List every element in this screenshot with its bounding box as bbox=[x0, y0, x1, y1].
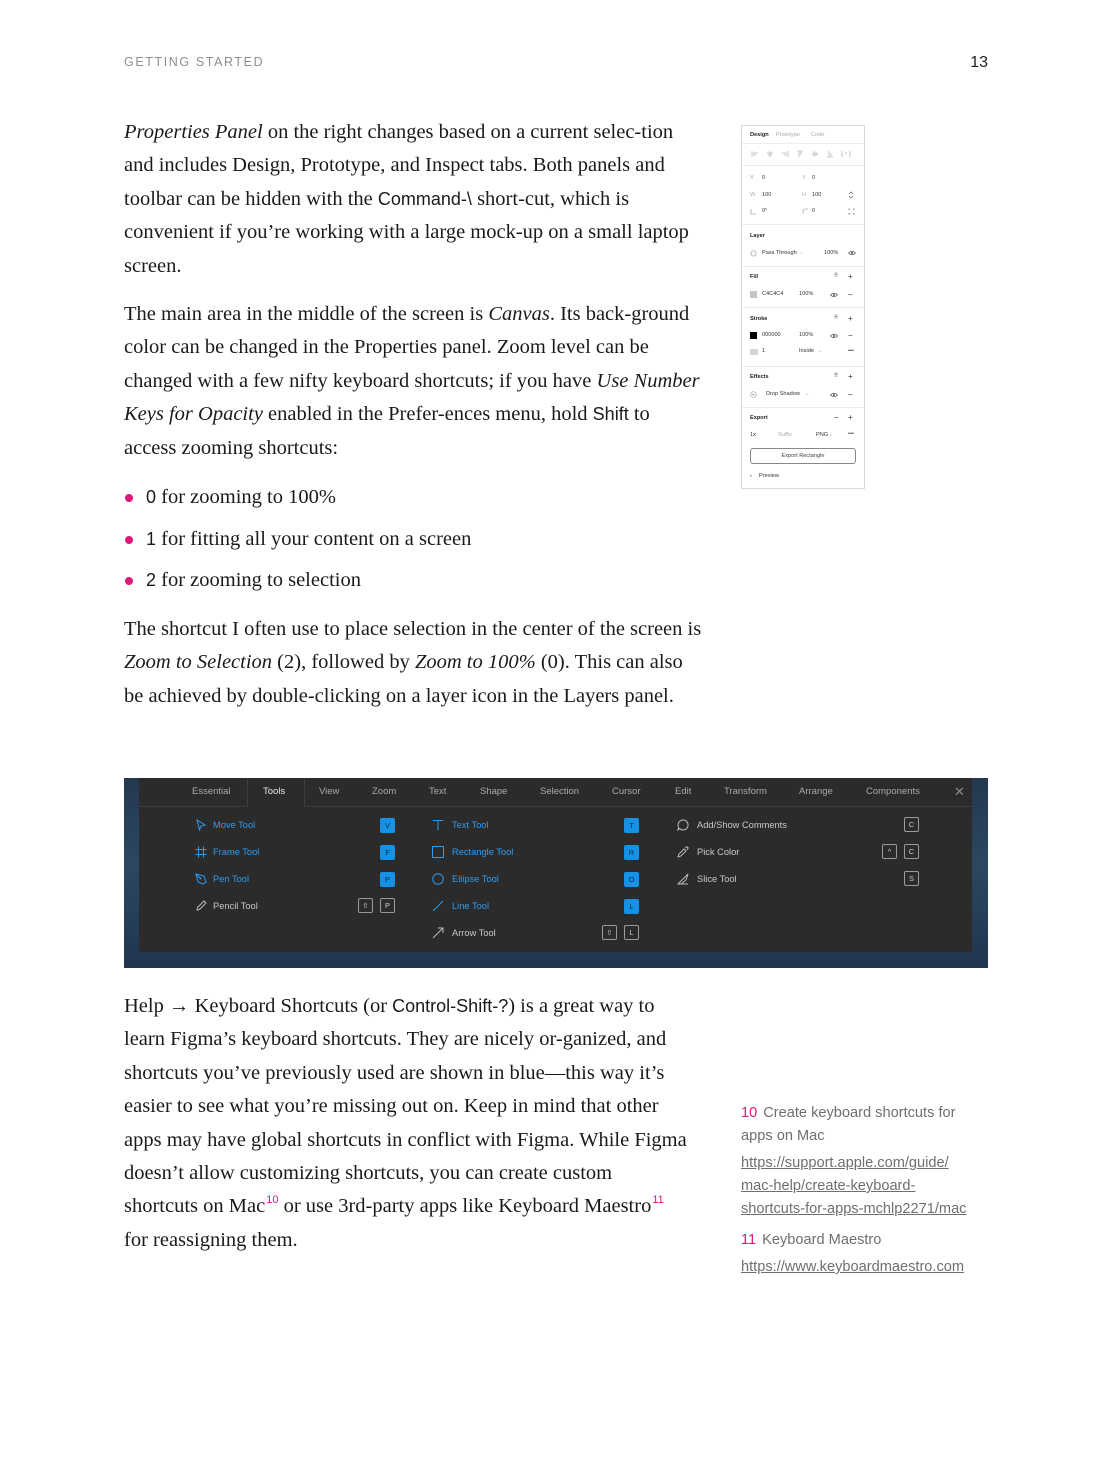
running-header: GETTING STARTED bbox=[124, 55, 265, 69]
independent-corners-icon[interactable] bbox=[848, 208, 855, 215]
rectangle-icon bbox=[432, 846, 444, 858]
term-canvas: Canvas bbox=[488, 303, 550, 325]
shortcut-key: P bbox=[380, 898, 395, 913]
corner-radius-icon bbox=[802, 208, 809, 215]
shortcut-label: Text Tool bbox=[452, 820, 489, 830]
ellipse-icon bbox=[432, 873, 444, 885]
shortcut-label: Ellipse Tool bbox=[452, 874, 499, 884]
stroke-section-title: Stroke bbox=[750, 316, 768, 322]
shortcut-key: V bbox=[380, 818, 395, 833]
term-use-number-keys: Use Number Keys for Opacity bbox=[124, 369, 700, 426]
shortcut-key: C bbox=[904, 817, 919, 832]
list-item bbox=[124, 523, 704, 565]
tab-transform[interactable]: Transform bbox=[724, 786, 767, 797]
x-label: X bbox=[750, 175, 754, 181]
shortcut-label: Add/Show Comments bbox=[697, 820, 787, 830]
tab-arrange[interactable]: Arrange bbox=[799, 786, 833, 797]
sidenote-title-text: Create keyboard shortcuts for apps on Mac bbox=[741, 1105, 956, 1144]
paragraph-keyboard-shortcuts bbox=[124, 990, 689, 1257]
paragraph-canvas bbox=[124, 298, 704, 465]
shortcut-control-shift-question: Control-Shift-? bbox=[392, 996, 509, 1016]
remove-effect-icon[interactable]: − bbox=[848, 390, 853, 399]
shortcut-key: L bbox=[624, 899, 639, 914]
sidenote-title bbox=[741, 1102, 991, 1148]
stroke-weight[interactable]: 1 bbox=[762, 348, 766, 354]
tab-view[interactable]: View bbox=[319, 786, 340, 797]
term-properties-panel: Properties Panel bbox=[124, 121, 263, 143]
properties-panel-screenshot bbox=[741, 125, 865, 489]
chevron-down-icon: ⌄ bbox=[799, 250, 804, 256]
h-label: H bbox=[802, 192, 807, 198]
effect-settings-icon[interactable] bbox=[750, 391, 757, 398]
paragraph-text: (0). This can also be achieved by double-clicking on a layer icon in the Layers panel. bbox=[124, 651, 683, 707]
shortcut-key: ⇧ bbox=[358, 898, 373, 913]
stroke-opacity[interactable]: 100% bbox=[799, 332, 814, 338]
paragraph-zoom-selection bbox=[124, 613, 704, 713]
chevron-down-icon: ⌄ bbox=[828, 432, 833, 438]
line-icon bbox=[432, 900, 444, 912]
eye-icon[interactable] bbox=[830, 292, 838, 298]
tab-cursor[interactable]: Cursor bbox=[612, 786, 641, 797]
fill-section-title: Fill bbox=[750, 274, 759, 280]
link-line[interactable]: https://www.keyboardmaestro.com bbox=[741, 1259, 965, 1275]
chevron-down-icon: ⌄ bbox=[818, 348, 823, 354]
blend-mode-select[interactable]: Pass Through bbox=[762, 250, 797, 256]
paragraph-properties-panel bbox=[124, 116, 704, 283]
shortcut-tabs bbox=[139, 778, 972, 807]
style-grid-icon[interactable]: ⠿ bbox=[834, 373, 839, 379]
triangle-right-icon[interactable]: ▸ bbox=[750, 473, 753, 479]
tab-zoom[interactable]: Zoom bbox=[372, 786, 397, 797]
sidenote-number: 11 bbox=[741, 1232, 757, 1248]
shortcut-label: Frame Tool bbox=[213, 847, 260, 857]
paragraph-text: on the right changes based on a current selec-tion and includes Design, Prototype, and Inspect tabs. Both panels and toolbar can be hidden with the bbox=[124, 121, 674, 210]
paragraph-text: short-cut, which is convenient if you’re working with a large mock-up on a small laptop screen. bbox=[124, 187, 689, 277]
remove-export-icon[interactable]: − bbox=[834, 413, 839, 422]
shortcut-command-backslash: Command-\ bbox=[377, 188, 472, 209]
style-grid-icon[interactable]: ⠿ bbox=[834, 273, 839, 279]
stroke-swatch[interactable] bbox=[750, 332, 757, 339]
stroke-weight-icon bbox=[750, 349, 758, 355]
footnote-ref-11[interactable]: 11 bbox=[652, 1194, 664, 1207]
list-item-text: for fitting all your content on a screen bbox=[156, 527, 472, 550]
shortcut-label: Pick Color bbox=[697, 847, 740, 857]
effect-type-select[interactable]: Drop Shadow bbox=[766, 391, 800, 397]
fill-swatch[interactable] bbox=[750, 291, 757, 298]
shortcut-key: O bbox=[624, 872, 639, 887]
shortcut-key: 0 bbox=[146, 487, 157, 507]
term-zoom-to-selection: Zoom to Selection bbox=[124, 651, 273, 674]
list-item bbox=[124, 481, 704, 523]
shortcut-key: ^ bbox=[882, 844, 897, 859]
export-format-select[interactable]: PNG bbox=[816, 432, 829, 438]
shortcut-key: 1 bbox=[146, 528, 157, 549]
stroke-hex[interactable]: 000000 bbox=[762, 332, 781, 338]
constrain-proportions-icon[interactable] bbox=[848, 191, 854, 199]
layer-opacity[interactable]: 100% bbox=[824, 250, 839, 256]
tab-essential[interactable]: Essential bbox=[192, 786, 231, 797]
term-zoom-to-100: Zoom to 100% bbox=[414, 651, 536, 674]
sidenote-title bbox=[741, 1229, 991, 1252]
list-item bbox=[124, 564, 704, 606]
footnote-ref-10[interactable]: 10 bbox=[266, 1194, 279, 1207]
paragraph-text: for reassigning them. bbox=[124, 1228, 298, 1251]
paragraph-text: enabled in the Prefer-ences menu, hold bbox=[262, 403, 593, 426]
preview-toggle[interactable]: Preview bbox=[759, 473, 779, 479]
remove-stroke-icon[interactable]: − bbox=[848, 331, 853, 340]
rotation-icon bbox=[750, 208, 757, 215]
paragraph-text: . Its back-ground color can be changed in the Properties panel. Zoom level can be changed with a few nifty keyboard shortcuts; if you have bbox=[124, 303, 690, 392]
sidenote-link[interactable] bbox=[741, 1155, 966, 1217]
shortcut-label: Arrow Tool bbox=[452, 928, 496, 938]
export-suffix-input[interactable]: Suffix bbox=[778, 432, 792, 438]
link-line[interactable]: shortcuts-for-apps-mchlp2271/mac bbox=[741, 1201, 967, 1217]
link-line[interactable]: https://support.apple.com/guide/ bbox=[741, 1155, 949, 1171]
sidenote-10 bbox=[741, 1102, 991, 1221]
shortcut-label: Line Tool bbox=[452, 901, 490, 911]
add-stroke-icon[interactable]: + bbox=[848, 314, 853, 323]
shortcut-key: C bbox=[904, 844, 919, 859]
page-number: 13 bbox=[970, 54, 988, 71]
sidenote-11 bbox=[741, 1229, 991, 1279]
keyboard-shortcuts-screenshot bbox=[124, 778, 988, 968]
more-icon[interactable]: ••• bbox=[848, 348, 854, 354]
tab-selection[interactable]: Selection bbox=[540, 786, 580, 797]
tab-shape[interactable]: Shape bbox=[480, 786, 508, 797]
tab-components[interactable]: Components bbox=[866, 786, 920, 797]
y-label: Y bbox=[802, 175, 806, 181]
tab-text[interactable]: Text bbox=[429, 786, 447, 797]
tab-edit[interactable]: Edit bbox=[675, 786, 692, 797]
y-value[interactable]: 0 bbox=[812, 175, 816, 181]
sidenote-link[interactable] bbox=[741, 1259, 964, 1275]
shortcut-key: L bbox=[624, 925, 639, 940]
more-icon[interactable]: ••• bbox=[848, 431, 854, 437]
rotation-value[interactable]: 0° bbox=[762, 208, 768, 214]
eyedropper-icon bbox=[677, 846, 689, 858]
effects-section-title: Effects bbox=[750, 374, 769, 380]
shortcut-key: 2 bbox=[146, 570, 157, 591]
w-label: W bbox=[750, 192, 756, 198]
shortcut-key: R bbox=[624, 845, 639, 860]
shortcut-label: Pencil Tool bbox=[213, 901, 258, 911]
align-icons[interactable] bbox=[750, 150, 858, 158]
pencil-icon bbox=[195, 900, 207, 912]
tab-design[interactable]: Design bbox=[750, 132, 769, 138]
export-scale[interactable]: 1x bbox=[750, 432, 756, 438]
list-item-text: for zooming to 100% bbox=[156, 486, 336, 508]
shortcut-label: Rectangle Tool bbox=[452, 847, 514, 857]
shortcut-key: T bbox=[624, 818, 639, 833]
paragraph-text: to access zooming shortcuts: bbox=[124, 403, 650, 459]
shortcut-key: P bbox=[380, 872, 395, 887]
sidenote-number: 10 bbox=[741, 1105, 758, 1121]
radius-value[interactable]: 0 bbox=[812, 208, 816, 214]
shortcut-key: S bbox=[904, 871, 919, 886]
layer-section-title: Layer bbox=[750, 233, 765, 239]
shortcut-key: ⇧ bbox=[602, 925, 617, 940]
tab-tools[interactable]: Tools bbox=[263, 786, 286, 797]
blend-mode-icon bbox=[750, 250, 757, 257]
comment-icon bbox=[677, 819, 689, 831]
arrow-icon bbox=[432, 927, 444, 939]
chevron-down-icon: ⌄ bbox=[805, 391, 810, 397]
slice-icon bbox=[677, 873, 689, 885]
w-value[interactable]: 100 bbox=[762, 192, 772, 198]
eye-icon[interactable] bbox=[830, 392, 838, 398]
shortcut-label: Move Tool bbox=[213, 820, 256, 830]
shortcut-label: Pen Tool bbox=[213, 874, 250, 884]
shortcut-shift: Shift bbox=[592, 404, 629, 425]
link-line[interactable]: mac-help/create-keyboard- bbox=[741, 1178, 916, 1194]
paragraph-text: ) is a great way to learn Figma’s keyboard shortcuts. They are nicely or-ganized, and shortcuts you’ve previously used are shown in blue—this way it’s easier to see what you’re missing out on. Keep in mind that other apps may have global shortcuts in conflict with Figma. While Figma doesn’t allow customizing shortcuts, you can create custom shortcuts on Mac bbox=[124, 995, 687, 1218]
eye-icon[interactable] bbox=[830, 333, 838, 339]
pen-icon bbox=[195, 873, 207, 885]
shortcut-label: Slice Tool bbox=[697, 874, 737, 884]
zoom-shortcut-list bbox=[124, 481, 704, 606]
cursor-arrow-icon bbox=[195, 819, 207, 831]
add-fill-icon[interactable]: + bbox=[848, 272, 853, 281]
fill-opacity[interactable]: 100% bbox=[799, 291, 814, 297]
paragraph-text: (2), followed by bbox=[272, 651, 415, 674]
style-grid-icon[interactable]: ⠿ bbox=[834, 315, 839, 321]
add-export-icon[interactable]: + bbox=[848, 413, 853, 422]
keyboard-shortcuts-panel bbox=[139, 778, 972, 952]
sidenote-title-text: Keyboard Maestro bbox=[762, 1232, 882, 1248]
tab-prototype[interactable]: Prototype bbox=[776, 132, 800, 138]
paragraph-text: The main area in the middle of the screen is bbox=[124, 303, 489, 325]
eye-icon[interactable] bbox=[848, 250, 856, 256]
list-item-text: for zooming to selection bbox=[156, 569, 361, 592]
shortcut-key: F bbox=[380, 845, 395, 860]
paragraph-text: Help → Keyboard Shortcuts (or bbox=[124, 995, 393, 1017]
frame-icon bbox=[195, 846, 207, 858]
fill-hex[interactable]: C4C4C4 bbox=[762, 291, 784, 297]
close-icon[interactable]: ✕ bbox=[954, 784, 965, 799]
paragraph-text: or use 3rd-party apps like Keyboard Maestro bbox=[278, 1195, 652, 1218]
export-section-title: Export bbox=[750, 415, 768, 421]
sidenotes bbox=[741, 1102, 991, 1279]
text-icon bbox=[432, 819, 444, 831]
x-value[interactable]: 0 bbox=[762, 175, 766, 181]
paragraph-text: The shortcut I often use to place selection in the center of the screen is bbox=[124, 618, 702, 640]
remove-fill-icon[interactable]: − bbox=[848, 290, 853, 299]
add-effect-icon[interactable]: + bbox=[848, 372, 853, 381]
export-button[interactable]: Export Rectangle bbox=[750, 448, 856, 464]
stroke-position-select[interactable]: Inside bbox=[799, 348, 814, 354]
h-value[interactable]: 100 bbox=[812, 192, 822, 198]
tab-code[interactable]: Code bbox=[811, 132, 825, 138]
